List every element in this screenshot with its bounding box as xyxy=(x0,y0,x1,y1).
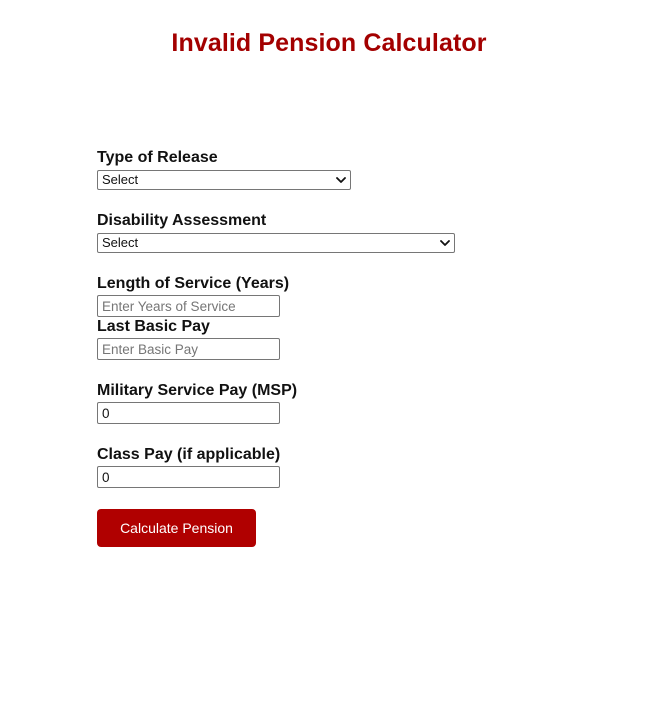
msp-input[interactable] xyxy=(97,402,280,424)
basic-pay-input[interactable] xyxy=(97,338,280,360)
chevron-down-icon xyxy=(440,238,450,248)
release-type-selected: Select xyxy=(102,172,139,187)
calculate-pension-button[interactable]: Calculate Pension xyxy=(97,509,256,547)
disability-assessment-selected: Select xyxy=(102,235,139,250)
release-type-select[interactable] xyxy=(97,170,351,190)
release-type-label: Type of Release xyxy=(97,149,218,166)
class-pay-input[interactable] xyxy=(97,466,280,488)
basic-pay-label: Last Basic Pay xyxy=(97,318,210,335)
msp-label: Military Service Pay (MSP) xyxy=(97,382,298,399)
disability-assessment-label: Disability Assessment xyxy=(97,212,267,229)
class-pay-label: Class Pay (if applicable) xyxy=(97,446,281,463)
page-title: Invalid Pension Calculator xyxy=(171,29,487,57)
chevron-down-icon xyxy=(336,175,346,185)
disability-assessment-select[interactable] xyxy=(97,233,455,253)
service-length-label: Length of Service (Years) xyxy=(97,275,290,292)
service-length-input[interactable] xyxy=(97,295,280,317)
